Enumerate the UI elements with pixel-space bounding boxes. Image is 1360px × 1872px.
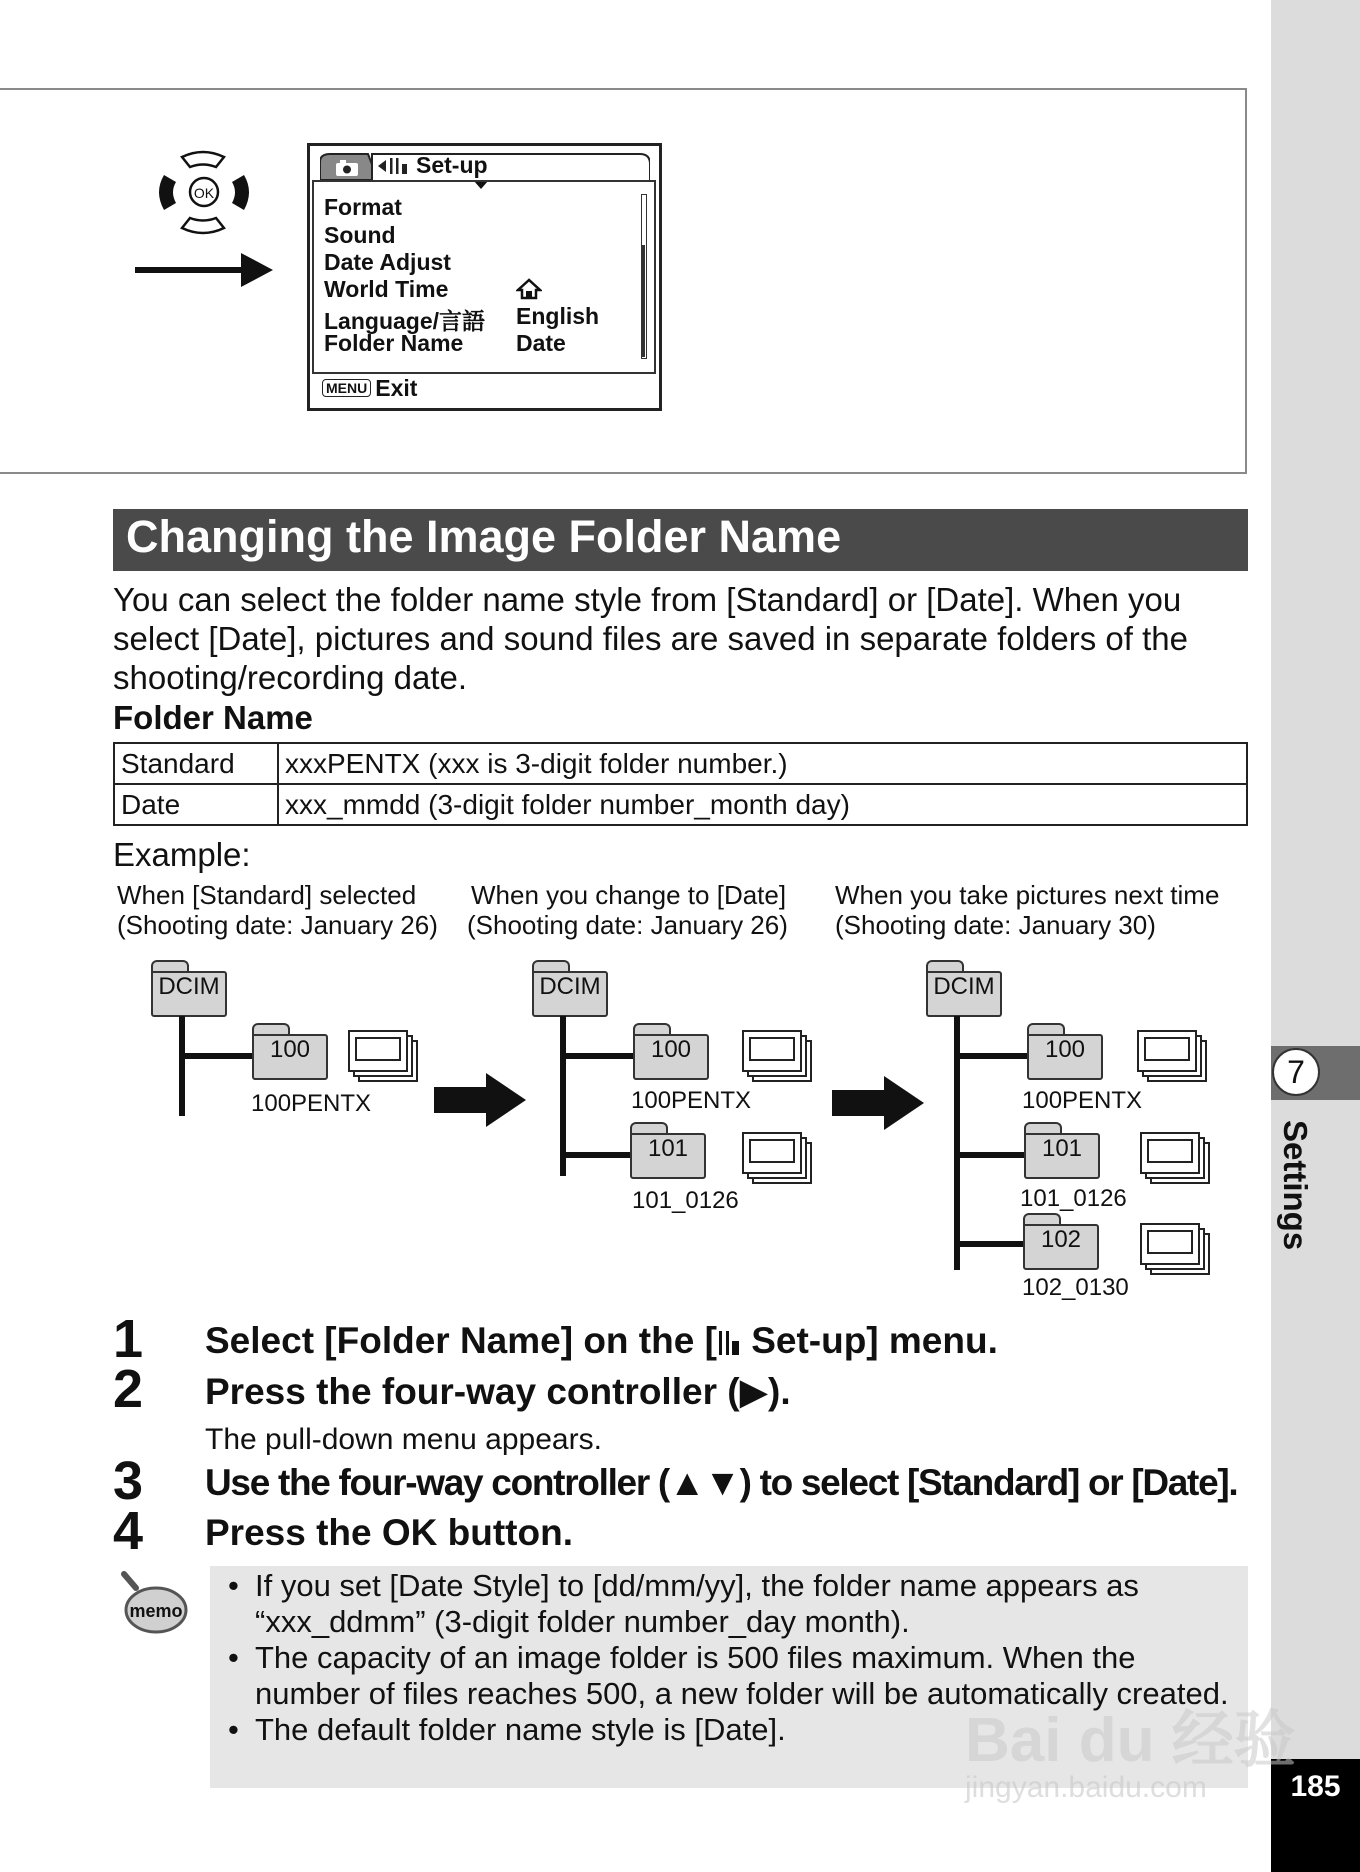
lcd-item-format[interactable]: Format — [324, 194, 402, 220]
chapter-side-strip — [1271, 0, 1360, 1872]
setup-icon — [717, 1329, 741, 1357]
table-row — [114, 743, 1247, 784]
watermark-logo: Bai du 经验 — [965, 1706, 1296, 1775]
example-caption-3: When you take pictures next time (Shooting date: January 30) — [835, 880, 1220, 940]
step-number: 1 — [113, 1309, 144, 1369]
folder-101: 101 — [630, 1122, 706, 1179]
lcd-item-date-adjust[interactable]: Date Adjust — [324, 249, 451, 275]
lcd-value-folder-name: Date — [516, 330, 566, 356]
transition-arrow-icon — [832, 1076, 924, 1130]
lcd-item-folder-name[interactable]: Folder Name — [324, 330, 464, 356]
step-number: 2 — [113, 1359, 144, 1419]
table-row — [114, 784, 1247, 825]
svg-text:memo: memo — [129, 1601, 183, 1621]
lcd-tab-label: Set-up — [416, 152, 488, 178]
page-number: 185 — [1290, 1770, 1341, 1803]
image-files-icon — [348, 1030, 418, 1084]
transition-arrow-icon — [434, 1073, 526, 1127]
folder-name-label: 101_0126 — [632, 1187, 739, 1214]
image-files-icon — [742, 1030, 812, 1084]
four-way-controller-icon — [150, 145, 260, 240]
step-subtext: The pull-down menu appears. — [205, 1423, 602, 1456]
chapter-title: Settings — [1277, 1120, 1314, 1251]
image-files-icon — [742, 1132, 812, 1186]
lcd-exit-label[interactable]: MENU Exit — [322, 375, 417, 402]
home-icon — [516, 278, 542, 300]
table-cell-value: xxxPENTX (xxx is 3-digit folder number.) — [278, 743, 1247, 784]
image-files-icon — [1137, 1030, 1207, 1084]
folder-name-label: 101_0126 — [1020, 1185, 1127, 1212]
lcd-menu-list — [312, 180, 656, 374]
svg-text:OK: OK — [193, 185, 215, 201]
memo-note: • The capacity of an image folder is 500 files maximum. When the number of files reaches 500, a new folder will be automatically created. — [228, 1640, 1238, 1712]
lcd-item-sound[interactable]: Sound — [324, 222, 396, 248]
step-text: Press the OK button. — [205, 1512, 573, 1553]
step-text: Select [Folder Name] on the [ Set-up] menu. — [205, 1320, 998, 1361]
menu-key-icon: MENU — [322, 379, 371, 397]
folder-100: 100 — [633, 1023, 709, 1080]
image-files-icon — [1140, 1223, 1210, 1277]
lcd-value-language: English — [516, 303, 600, 329]
intro-paragraph: You can select the folder name style from [Standard] or [Date]. When you select [Date], pictures and sound files are saved in separate folders of the shooting/recording date. — [113, 581, 1188, 696]
lcd-item-world-time[interactable]: World Time — [324, 276, 449, 302]
example-caption-2: When you change to [Date] (Shooting date: January 26) — [467, 880, 788, 940]
example-label: Example: — [113, 836, 251, 873]
folder-dcim: DCIM — [926, 960, 1002, 1017]
lcd-scrollbar[interactable] — [641, 194, 647, 359]
memo-icon — [118, 1570, 190, 1636]
folder-100: 100 — [1027, 1023, 1103, 1080]
folder-name-label: 100PENTX — [251, 1090, 372, 1117]
table-cell-key: Date — [114, 784, 278, 825]
watermark-url: jingyan.baidu.com — [965, 1771, 1207, 1804]
folder-dcim: DCIM — [532, 960, 608, 1017]
table-cell-value: xxx_mmdd (3-digit folder number_month day) — [278, 784, 1247, 825]
chapter-number: 7 — [1272, 1048, 1320, 1096]
folder-name-subheading: Folder Name — [113, 699, 313, 736]
image-files-icon — [1140, 1132, 1210, 1186]
right-arrow-icon — [135, 250, 275, 290]
table-cell-key: Standard — [114, 743, 278, 784]
memo-note: • If you set [Date Style] to [dd/mm/yy], the folder name appears as “xxx_ddmm” (3-digit folder number_day month). — [228, 1568, 1238, 1640]
memo-note: • The default folder name style is [Date]. — [228, 1712, 1238, 1748]
folder-dcim: DCIM — [151, 960, 227, 1017]
example-caption-1: When [Standard] selected (Shooting date: January 26) — [117, 880, 438, 940]
folder-100: 100 — [252, 1023, 328, 1080]
step-number: 3 — [113, 1451, 144, 1511]
folder-101: 101 — [1024, 1122, 1100, 1179]
step-text: Use the four-way controller (▲▼) to select [Standard] or [Date]. — [205, 1462, 1238, 1503]
folder-102: 102 — [1023, 1213, 1099, 1270]
folder-name-table — [113, 742, 1248, 826]
folder-name-label: 100PENTX — [631, 1087, 752, 1114]
folder-name-label: 102_0130 — [1022, 1274, 1129, 1301]
folder-name-label: 100PENTX — [1022, 1087, 1143, 1114]
step-text: Press the four-way controller (▶). — [205, 1371, 791, 1412]
step-number: 4 — [113, 1501, 144, 1561]
lcd-item-language[interactable]: Language/言語 — [324, 308, 486, 334]
section-title: Changing the Image Folder Name — [126, 511, 842, 562]
